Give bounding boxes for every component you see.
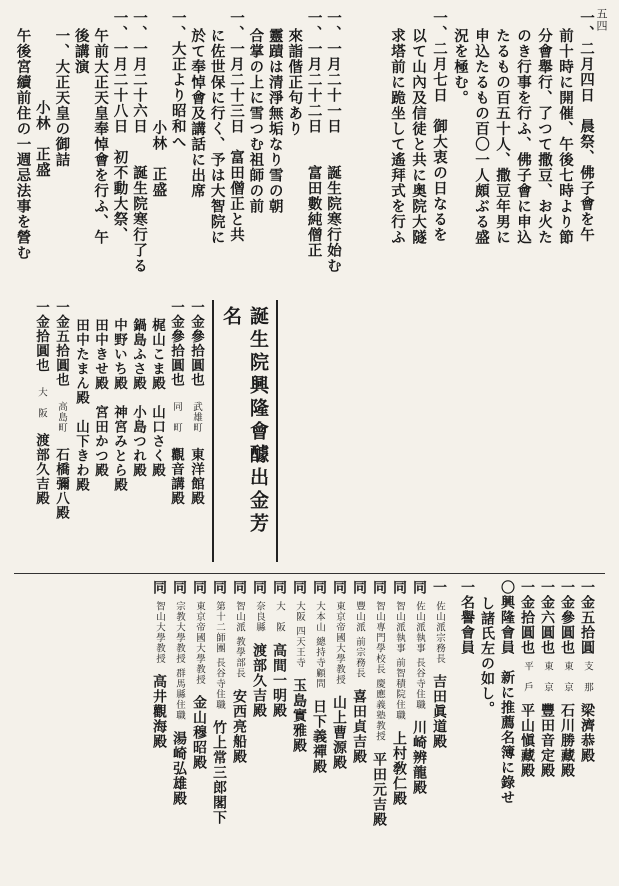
left-col-4: 後講演 xyxy=(72,28,90,75)
donor-section xyxy=(14,300,284,570)
section-divider xyxy=(14,573,605,574)
member-6: 同 東京帝國大學教授 山上曹源殿 xyxy=(331,580,347,770)
left-col-5: 一、大正天皇の御詰 xyxy=(53,28,71,168)
entry-col-4: のき行事を行ふ、佛子會に申込 xyxy=(515,28,532,245)
entry-col-7: 況を極む。 xyxy=(452,28,469,106)
notice-1: 〇興隆會員 新に推薦名簿に錄せ xyxy=(499,580,515,805)
left-col-2: 一、一月二十八日 初不動大祭、 xyxy=(111,10,129,243)
notice-2: し諸氏左の如し。 xyxy=(479,596,495,716)
entry-col-2: 前十時に開催、午後七時より節 xyxy=(557,28,574,245)
member-12: 同 第十二師團 長谷寺住職 竹上常三郎閣下 xyxy=(211,580,227,826)
notice-3: 一名譽會員 xyxy=(459,580,475,655)
member-9: 同 大 阪 高間一明殿 xyxy=(271,580,287,718)
journal-col-2: 一、一月二十二日 富田數純僧正 xyxy=(305,10,323,258)
left-col-7: 午後宮續前住の一週忌法事を營む xyxy=(14,28,32,261)
member-14: 同 宗教大學教授 群馬縣住職 湯崎弘雄殿 xyxy=(171,580,187,806)
journal-col-10: 小林 正盛 xyxy=(150,120,168,198)
entry-col-1: 一、二月四日 晨祭、佛子會を午 xyxy=(578,10,595,243)
br-donor-2: 一金參圓也 東 京 石川勝藏殿 xyxy=(559,580,575,778)
donor-title: 誕生院興隆會醵出金芳名 xyxy=(212,300,278,562)
journal-col-5: 合掌の上に雪つむ祖師の前 xyxy=(247,28,265,214)
bottom-section xyxy=(7,580,597,870)
journal-col-3: 來詣偕正句あり xyxy=(286,28,304,137)
left-col-3: 午前大正天皇奉悼會を行ふ、午 xyxy=(92,28,110,245)
br-donor-3: 一金六圓也 東 京 豐田音定殿 xyxy=(539,580,555,778)
entry-col-3: 分會舉行、了つて撒豆、お火た xyxy=(536,28,553,245)
donor-3: 梶山こま殿 山口さく殿 xyxy=(149,318,165,478)
member-5: 同 豐山派 前宗務長 喜田貞吉殿 xyxy=(351,580,367,764)
member-11: 同 智山派 教學部長 安西亮船殿 xyxy=(231,580,247,764)
journal-col-7: に佐世保に行く、予は大智院に xyxy=(208,28,226,245)
member-4: 同 智山專門學校長 慶應義塾教授 平田元吉殿 xyxy=(371,580,387,827)
br-donor-1: 一金五拾圓 支 那 梁濟恭殿 xyxy=(579,580,595,763)
donor-6: 田中きせ殿 宮田かつ殿 xyxy=(92,318,108,478)
entry-col-6: 申込たるもの百〇一人頗ぶる盛 xyxy=(473,28,490,245)
donor-9: 一金拾圓也 大 阪 渡部久吉殿 xyxy=(33,300,49,506)
member-13: 同 東京帝國大學教授 金山穆昭殿 xyxy=(191,580,207,770)
member-2: 同 佐山派執事 長谷寺住職 川崎辨龍殿 xyxy=(411,580,427,796)
entry-col-10: 求塔前に跪坐して遙拜式を行ふ xyxy=(389,28,406,245)
br-donor-4: 一金拾圓也 平 戶 平山愼藏殿 xyxy=(519,580,535,778)
entry-col-8: 一、二月七日 御大衷の日なるを xyxy=(431,10,448,243)
member-15: 同 智山大學教授 高井觀海殿 xyxy=(151,580,167,749)
member-10: 同 奈良縣 渡部久吉殿 xyxy=(251,580,267,718)
journal-col-8: 於て奉悼會及講話に出席 xyxy=(189,28,207,199)
journal-col-1: 一、一月二十一日 誕生院寒行始む xyxy=(325,10,342,274)
page-number: 五四 xyxy=(595,8,608,32)
donor-2: 一金參拾圓也 同 町 觀音講殿 xyxy=(168,300,184,506)
donor-1: 一金參拾圓也 武雄町 東洋館殿 xyxy=(188,300,204,506)
journal-col-6: 一、一月二十三日 富田僧正と共 xyxy=(227,10,245,243)
donor-4: 鍋島ふさ殿 小島つれ殿 xyxy=(130,318,146,478)
left-col-6: 小林 正盛 xyxy=(33,100,51,178)
right-entries xyxy=(387,10,597,570)
donor-7: 田中たまん殿 山下きわ殿 xyxy=(73,318,89,492)
member-3: 同 智山派執事 前智積院住職 上村敎仁殿 xyxy=(391,580,407,806)
donor-5: 中野いち殿 神宮みとら殿 xyxy=(111,318,127,492)
donor-8: 一金五拾圓也 高島町 石橋彌八殿 xyxy=(53,300,69,520)
journal-col-9: 一、大正より昭和へ xyxy=(169,10,187,150)
journal-block xyxy=(14,10,344,300)
entry-col-9: 以て山內及信徒と共に奥院大隧 xyxy=(410,28,427,245)
member-1: 一 佐山派宗務長 吉田眞道殿 xyxy=(431,580,447,749)
journal-col-4: 靈蹟は清淨無垢なり雪の朝 xyxy=(266,28,284,214)
entry-col-5: たるもの百五十人、撒豆年男に xyxy=(494,28,511,245)
member-8: 同 大阪 四天王寺 玉島實雅殿 xyxy=(291,580,307,754)
member-7: 同 大本山 總持寺顧問 日下義禪殿 xyxy=(311,580,327,775)
left-col-1: 一、一月二十六日 誕生院寒行了る xyxy=(130,10,148,274)
